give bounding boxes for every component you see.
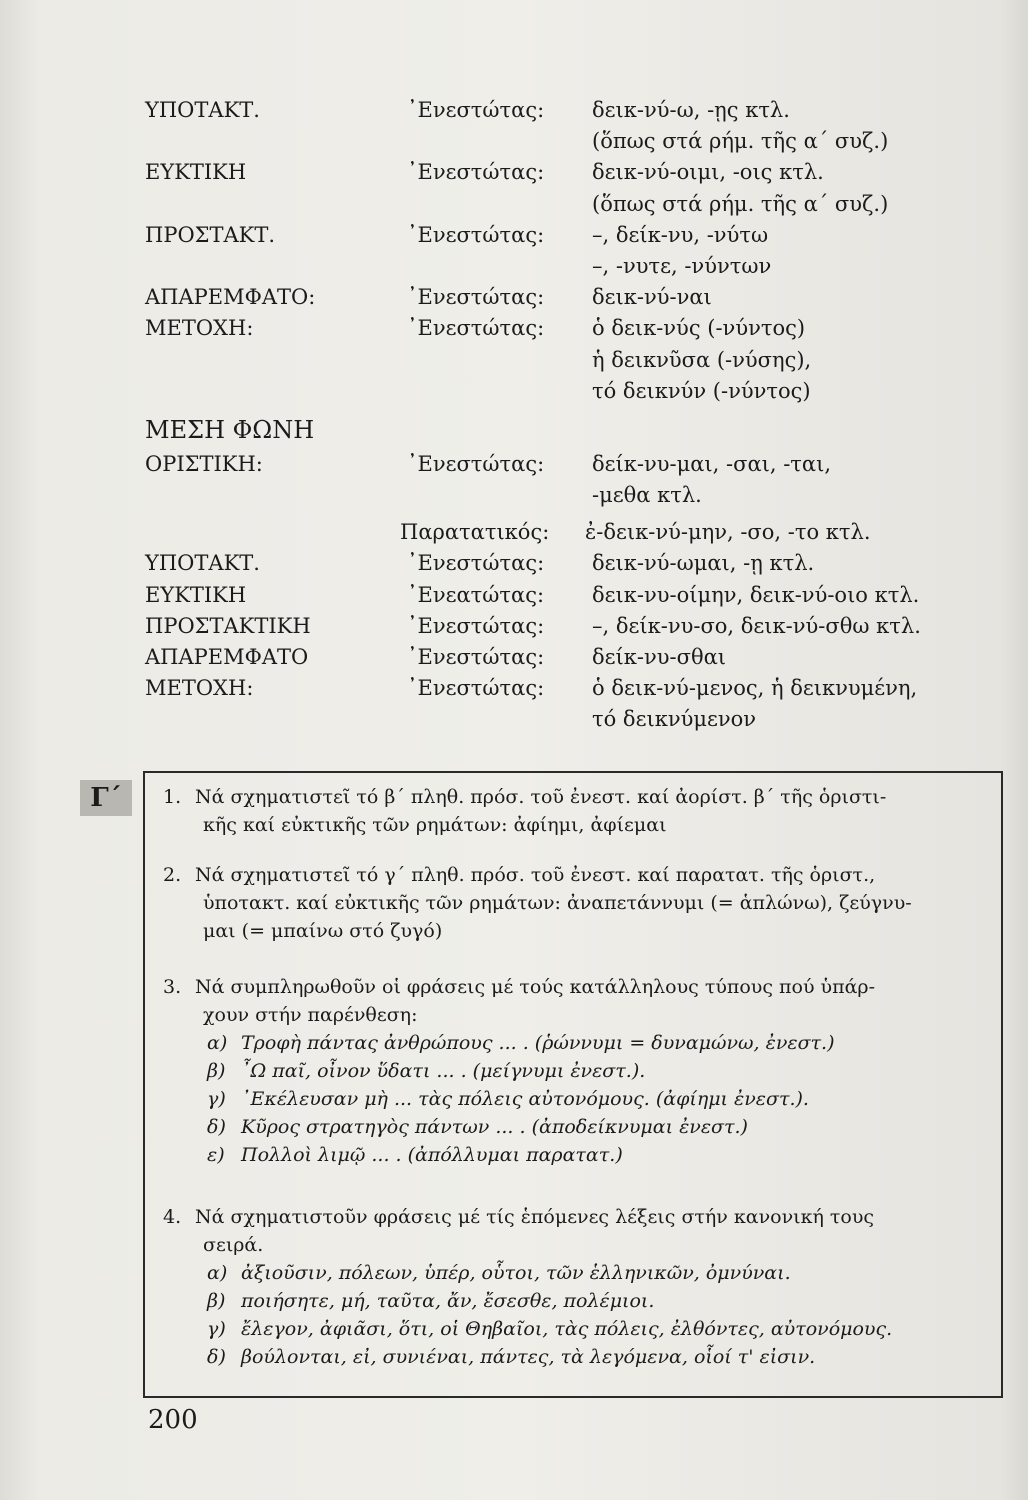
mood-label: ΥΠΟΤΑΚΤ.: [145, 98, 260, 122]
verb-form: δεικ-νύ-οιμι, -οις κτλ.: [592, 160, 824, 185]
tense-label: ᾿Ενεστώτας:: [407, 451, 545, 476]
exercise-4: [163, 1203, 989, 1371]
mood-label: ΜΕΤΟΧΗ:: [145, 676, 254, 701]
table-row: [145, 704, 1025, 735]
table-row: [145, 189, 1025, 220]
list-item: [163, 1113, 989, 1141]
exercise-number: 1.: [163, 786, 182, 808]
table-row: [145, 157, 1025, 188]
verb-form: τό δεικνύν (-νύντος): [592, 378, 811, 403]
exercise-2: [163, 861, 989, 945]
table-row: [145, 251, 1025, 282]
verb-form: δεικ-νύ-ναι: [592, 285, 712, 310]
table-row: [145, 345, 1025, 376]
verb-form: δείκ-νυ-μαι, -σαι, -ται,: [592, 451, 832, 476]
conjugation-table: [145, 95, 1025, 736]
exercise-text: ὑποτακτ. καί εὐκτικῆς τῶν ρημάτων: ἀναπετάννυμι (= ἁπλώνω), ζεύγνυ-: [203, 892, 912, 914]
verb-form: δεικ-νύ-ωμαι, -ῃ κτλ.: [592, 551, 815, 576]
item-text: Τροφὴ πάντας ἀνθρώπους ... . (ῥώννυμι = δυναμώνω, ἐνεστ.): [241, 1032, 835, 1054]
mood-label: ΑΠΑΡΕΜΦΑΤΟ: [145, 645, 309, 669]
item-label: δ): [207, 1346, 226, 1368]
mood-label: ΑΠΑΡΕΜΦΑΤΟ:: [145, 285, 316, 310]
list-item: [163, 1315, 989, 1343]
tense-label: ᾿Ενεατώτας:: [407, 582, 545, 607]
mood-label: ΟΡΙΣΤΙΚΗ:: [145, 451, 263, 476]
mood-label: ΕΥΚΤΙΚΗ: [145, 582, 247, 607]
section-heading: ΜΕΣΗ ΦΩΝΗ: [145, 415, 315, 444]
tense-label: ᾿Ενεστώτας:: [407, 551, 545, 576]
verb-form: -μεθα κτλ.: [592, 483, 702, 508]
verb-form: (ὅπως στά ρήμ. τῆς α΄ συζ.): [592, 129, 889, 154]
exercise-text: σειρά.: [203, 1234, 264, 1256]
mood-label: ΠΡΟΣΤΑΚΤ.: [145, 222, 276, 247]
exercise-text: Νά σχηματιστοῦν φράσεις μέ τίς ἑπόμενες λέξεις στήν κανονική τους: [195, 1206, 875, 1228]
mood-label: ΥΠΟΤΑΚΤ.: [145, 551, 260, 576]
tense-label: ᾿Ενεστώτας:: [407, 613, 545, 638]
verb-form: –, δείκ-νυ, -νύτω: [592, 222, 769, 247]
table-row: [145, 548, 1025, 579]
table-row: [145, 642, 1025, 673]
verb-form: –, -νυτε, -νύντων: [592, 253, 772, 278]
table-row: [145, 313, 1025, 344]
tense-label: ᾿Ενεστώτας:: [407, 285, 545, 310]
mood-label: ΜΕΤΟΧΗ:: [145, 316, 254, 341]
list-item: [163, 1259, 989, 1287]
verb-form: δείκ-νυ-σθαι: [592, 645, 726, 669]
verb-form: ἡ δεικνῦσα (-νύσης),: [592, 347, 812, 372]
mood-label: ΕΥΚΤΙΚΗ: [145, 160, 247, 185]
page-number: 200: [148, 1405, 198, 1435]
verb-form: δεικ-νύ-ω, -ῃς κτλ.: [592, 98, 790, 122]
exercise-number: 2.: [163, 864, 182, 886]
section-label-gamma: Γ΄: [80, 780, 132, 816]
table-row: [145, 449, 1025, 480]
table-row: [145, 673, 1025, 704]
mood-label: ΠΡΟΣΤΑΚΤΙΚΗ: [145, 613, 311, 638]
table-row: [145, 376, 1025, 407]
table-row: [145, 480, 1025, 511]
list-item: [163, 1287, 989, 1315]
item-text: Πολλοὶ λιμῷ ... . (ἀπόλλυμαι παρατατ.): [241, 1144, 623, 1166]
item-label: β): [207, 1060, 226, 1082]
exercise-text: χουν στήν παρένθεση:: [203, 1004, 418, 1026]
table-row: [145, 517, 1025, 548]
item-text: ᾿Εκέλευσαν μὴ ... τὰς πόλεις αὐτονόμους. (ἀφίημι ἐνεστ.).: [241, 1088, 809, 1110]
item-text: ἔλεγον, ἀφιᾶσι, ὅτι, οἱ Θηβαῖοι, τὰς πόλεις, ἐλθόντες, αὐτονόμους.: [241, 1318, 893, 1340]
exercise-1: [163, 783, 989, 839]
verb-form: ὁ δεικ-νύ-μενος, ἡ δεικνυμένη,: [592, 676, 918, 701]
item-label: ε): [207, 1144, 225, 1166]
tense-label: Παρατατικός:: [400, 520, 550, 545]
item-label: β): [207, 1290, 226, 1312]
item-label: δ): [207, 1116, 226, 1138]
verb-form: –, δείκ-νυ-σο, δεικ-νύ-σθω κτλ.: [592, 613, 921, 638]
tense-label: ᾿Ενεστώτας:: [407, 676, 545, 701]
table-row: [145, 282, 1025, 313]
exercise-text: Νά συμπληρωθοῦν οἱ φράσεις μέ τούς κατάλληλους τύπους πού ὑπάρ-: [195, 976, 876, 998]
table-row: [145, 95, 1025, 126]
list-item: [163, 1057, 989, 1085]
verb-form: τό δεικνύμενον: [592, 707, 757, 732]
tense-label: ᾿Ενεστώτας:: [407, 645, 545, 669]
exercise-number: 3.: [163, 976, 182, 998]
item-label: α): [207, 1032, 228, 1054]
table-row: [145, 580, 1025, 611]
exercise-text: κῆς καί εὐκτικῆς τῶν ρημάτων: ἀφίημι, ἀφίεμαι: [203, 814, 667, 836]
verb-form: ὁ δεικ-νύς (-νύντος): [592, 316, 806, 341]
exercise-text: Νά σχηματιστεῖ τό β΄ πληθ. πρόσ. τοῦ ἐνεστ. καί ἀορίστ. β΄ τῆς ὁριστι-: [195, 786, 887, 808]
table-row: [145, 611, 1025, 642]
item-text: ἀξιοῦσιν, πόλεων, ὑπέρ, οὗτοι, τῶν ἑλληνικῶν, ὀμνύναι.: [241, 1262, 791, 1284]
list-item: [163, 1343, 989, 1371]
item-label: γ): [207, 1088, 226, 1110]
exercise-3: [163, 973, 989, 1169]
tense-label: ᾿Ενεστώτας:: [407, 98, 545, 122]
table-row: [145, 126, 1025, 157]
list-item: [163, 1141, 989, 1169]
exercise-text: μαι (= μπαίνω στό ζυγό): [203, 920, 443, 942]
item-text: ῏Ω παῖ, οἶνον ὕδατι ... . (μείγνυμι ἐνεστ.).: [241, 1060, 646, 1082]
item-text: βούλονται, εἰ, συνιέναι, πάντες, τὰ λεγόμενα, οἷοί τ' εἰσιν.: [241, 1346, 816, 1368]
exercise-number: 4.: [163, 1206, 182, 1228]
verb-form: ἐ-δεικ-νύ-μην, -σο, -το κτλ.: [585, 520, 871, 545]
exercises-box: [143, 771, 1003, 1398]
verb-form: (ὅπως στά ρήμ. τῆς α΄ συζ.): [592, 191, 889, 216]
tense-label: ᾿Ενεστώτας:: [407, 222, 545, 247]
item-label: γ): [207, 1318, 226, 1340]
exercise-text: Νά σχηματιστεῖ τό γ΄ πληθ. πρόσ. τοῦ ἐνεστ. καί παρατατ. τῆς ὁριστ.,: [195, 864, 876, 886]
tense-label: ᾿Ενεστώτας:: [407, 316, 545, 341]
table-row: [145, 220, 1025, 251]
list-item: [163, 1085, 989, 1113]
tense-label: ᾿Ενεστώτας:: [407, 160, 545, 185]
middle-voice-heading: [145, 415, 1025, 449]
list-item: [163, 1029, 989, 1057]
item-text: Κῦρος στρατηγὸς πάντων ... . (ἀποδείκνυμαι ἐνεστ.): [241, 1116, 748, 1138]
item-label: α): [207, 1262, 228, 1284]
item-text: ποιήσητε, μή, ταῦτα, ἄν, ἔσεσθε, πολέμιοι.: [241, 1290, 655, 1312]
verb-form: δεικ-νυ-οίμην, δεικ-νύ-οιο κτλ.: [592, 582, 920, 607]
